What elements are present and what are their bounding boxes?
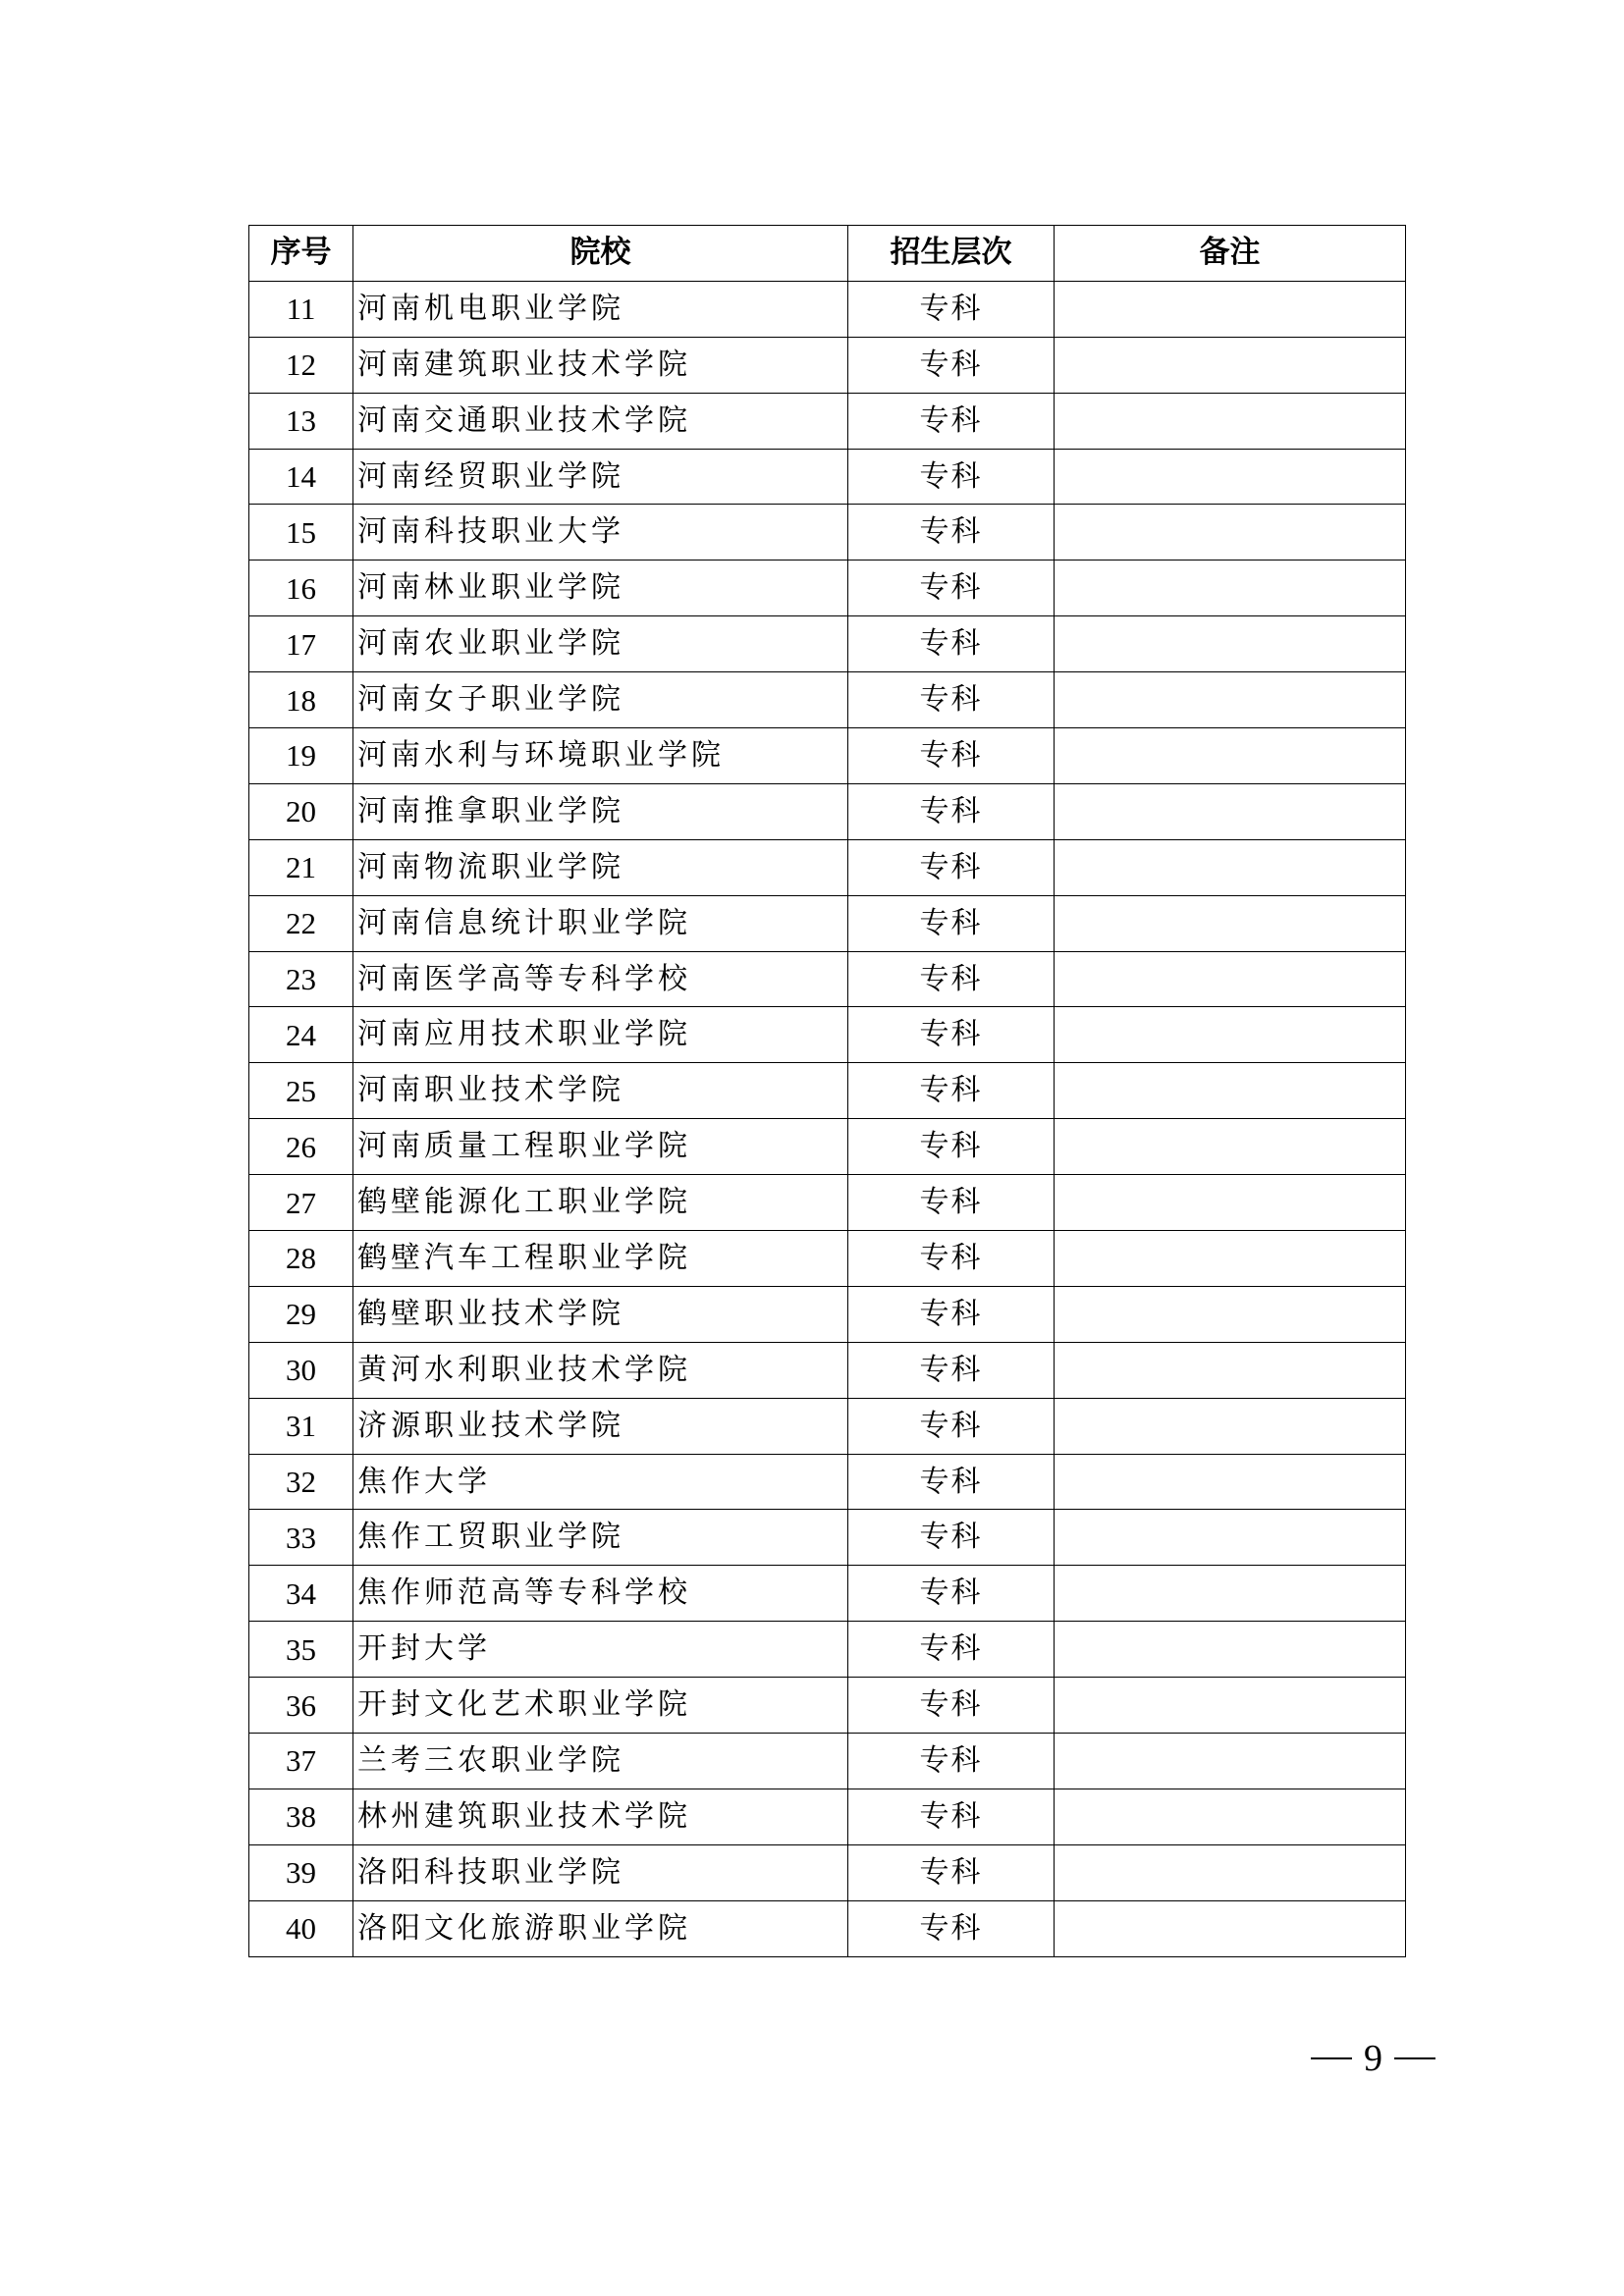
row-number: 23 — [249, 951, 353, 1007]
remarks — [1055, 1900, 1406, 1956]
enrollment-level: 专科 — [848, 1342, 1055, 1398]
row-number: 15 — [249, 505, 353, 561]
school-name: 济源职业技术学院 — [353, 1398, 848, 1454]
school-name: 焦作师范高等专科学校 — [353, 1566, 848, 1622]
table-row — [249, 1900, 1406, 1956]
remarks — [1055, 783, 1406, 839]
school-name: 河南物流职业学院 — [353, 839, 848, 895]
remarks — [1055, 1398, 1406, 1454]
enrollment-level: 专科 — [848, 1566, 1055, 1622]
table-header-row — [249, 226, 1406, 282]
school-name: 河南女子职业学院 — [353, 672, 848, 728]
page-number-dash-right — [1394, 2057, 1435, 2059]
school-name: 洛阳文化旅游职业学院 — [353, 1900, 848, 1956]
row-number: 40 — [249, 1900, 353, 1956]
school-name: 河南推拿职业学院 — [353, 783, 848, 839]
enrollment-level: 专科 — [848, 1231, 1055, 1287]
enrollment-level: 专科 — [848, 1900, 1055, 1956]
table-row — [249, 1286, 1406, 1342]
remarks — [1055, 1063, 1406, 1119]
remarks — [1055, 505, 1406, 561]
remarks — [1055, 672, 1406, 728]
enrollment-level: 专科 — [848, 1789, 1055, 1844]
remarks — [1055, 1119, 1406, 1175]
school-name: 河南职业技术学院 — [353, 1063, 848, 1119]
remarks — [1055, 337, 1406, 393]
table-row — [249, 839, 1406, 895]
table-row — [249, 672, 1406, 728]
row-number: 11 — [249, 281, 353, 337]
enrollment-level: 专科 — [848, 1844, 1055, 1900]
remarks — [1055, 281, 1406, 337]
table-row — [249, 561, 1406, 616]
remarks — [1055, 1622, 1406, 1678]
remarks — [1055, 561, 1406, 616]
school-name: 鹤壁能源化工职业学院 — [353, 1175, 848, 1231]
enrollment-level: 专科 — [848, 728, 1055, 784]
school-name: 河南农业职业学院 — [353, 616, 848, 672]
page-number-value: 9 — [1364, 2038, 1382, 2079]
remarks — [1055, 728, 1406, 784]
enrollment-level: 专科 — [848, 1398, 1055, 1454]
row-number: 37 — [249, 1734, 353, 1789]
table-row — [249, 1398, 1406, 1454]
row-number: 38 — [249, 1789, 353, 1844]
row-number: 25 — [249, 1063, 353, 1119]
school-name: 河南经贸职业学院 — [353, 449, 848, 505]
row-number: 17 — [249, 616, 353, 672]
remarks — [1055, 1007, 1406, 1063]
table-row — [249, 1844, 1406, 1900]
table-row — [249, 616, 1406, 672]
remarks — [1055, 1678, 1406, 1734]
remarks — [1055, 1510, 1406, 1566]
school-name: 河南信息统计职业学院 — [353, 895, 848, 951]
row-number: 14 — [249, 449, 353, 505]
table-row — [249, 1622, 1406, 1678]
row-number: 21 — [249, 839, 353, 895]
remarks — [1055, 393, 1406, 449]
page-number — [1311, 2037, 1435, 2080]
enrollment-level: 专科 — [848, 1063, 1055, 1119]
table-row — [249, 1231, 1406, 1287]
school-name: 兰考三农职业学院 — [353, 1734, 848, 1789]
institution-table — [248, 225, 1406, 1957]
table-row — [249, 1734, 1406, 1789]
table-row — [249, 1510, 1406, 1566]
school-name: 焦作工贸职业学院 — [353, 1510, 848, 1566]
school-name: 焦作大学 — [353, 1454, 848, 1510]
table-row — [249, 895, 1406, 951]
school-name: 开封大学 — [353, 1622, 848, 1678]
table-row — [249, 951, 1406, 1007]
table-row — [249, 1007, 1406, 1063]
school-name: 河南应用技术职业学院 — [353, 1007, 848, 1063]
table-row — [249, 281, 1406, 337]
enrollment-level: 专科 — [848, 561, 1055, 616]
enrollment-level: 专科 — [848, 1678, 1055, 1734]
enrollment-level: 专科 — [848, 1734, 1055, 1789]
remarks — [1055, 1844, 1406, 1900]
table-row — [249, 728, 1406, 784]
row-number: 13 — [249, 393, 353, 449]
remarks — [1055, 1789, 1406, 1844]
school-name: 鹤壁汽车工程职业学院 — [353, 1231, 848, 1287]
row-number: 27 — [249, 1175, 353, 1231]
school-name: 黄河水利职业技术学院 — [353, 1342, 848, 1398]
table-row — [249, 1063, 1406, 1119]
page-number-dash-left — [1311, 2057, 1352, 2059]
row-number: 30 — [249, 1342, 353, 1398]
table-row — [249, 1454, 1406, 1510]
table-row — [249, 393, 1406, 449]
remarks — [1055, 1734, 1406, 1789]
table-row — [249, 1566, 1406, 1622]
school-name: 河南水利与环境职业学院 — [353, 728, 848, 784]
table-row — [249, 1678, 1406, 1734]
remarks — [1055, 1231, 1406, 1287]
enrollment-level: 专科 — [848, 393, 1055, 449]
row-number: 31 — [249, 1398, 353, 1454]
table-row — [249, 1119, 1406, 1175]
header-level: 招生层次 — [848, 226, 1055, 282]
school-name: 河南医学高等专科学校 — [353, 951, 848, 1007]
remarks — [1055, 1454, 1406, 1510]
enrollment-level: 专科 — [848, 449, 1055, 505]
header-school: 院校 — [353, 226, 848, 282]
school-name: 河南交通职业技术学院 — [353, 393, 848, 449]
table-body — [249, 281, 1406, 1956]
row-number: 20 — [249, 783, 353, 839]
table-row — [249, 1789, 1406, 1844]
enrollment-level: 专科 — [848, 839, 1055, 895]
table-row — [249, 337, 1406, 393]
table-row — [249, 783, 1406, 839]
enrollment-level: 专科 — [848, 1175, 1055, 1231]
school-name: 河南建筑职业技术学院 — [353, 337, 848, 393]
row-number: 39 — [249, 1844, 353, 1900]
remarks — [1055, 449, 1406, 505]
school-name: 河南质量工程职业学院 — [353, 1119, 848, 1175]
table-row — [249, 449, 1406, 505]
table-row — [249, 505, 1406, 561]
remarks — [1055, 951, 1406, 1007]
remarks — [1055, 1175, 1406, 1231]
row-number: 28 — [249, 1231, 353, 1287]
enrollment-level: 专科 — [848, 337, 1055, 393]
row-number: 34 — [249, 1566, 353, 1622]
row-number: 33 — [249, 1510, 353, 1566]
enrollment-level: 专科 — [848, 1286, 1055, 1342]
school-name: 河南林业职业学院 — [353, 561, 848, 616]
enrollment-level: 专科 — [848, 783, 1055, 839]
enrollment-level: 专科 — [848, 1510, 1055, 1566]
row-number: 32 — [249, 1454, 353, 1510]
table-row — [249, 1342, 1406, 1398]
school-name: 鹤壁职业技术学院 — [353, 1286, 848, 1342]
remarks — [1055, 1566, 1406, 1622]
enrollment-level: 专科 — [848, 505, 1055, 561]
header-no: 序号 — [249, 226, 353, 282]
enrollment-level: 专科 — [848, 1119, 1055, 1175]
row-number: 24 — [249, 1007, 353, 1063]
school-name: 河南科技职业大学 — [353, 505, 848, 561]
row-number: 19 — [249, 728, 353, 784]
enrollment-level: 专科 — [848, 1007, 1055, 1063]
enrollment-level: 专科 — [848, 1454, 1055, 1510]
school-name: 洛阳科技职业学院 — [353, 1844, 848, 1900]
enrollment-level: 专科 — [848, 951, 1055, 1007]
row-number: 36 — [249, 1678, 353, 1734]
school-name: 河南机电职业学院 — [353, 281, 848, 337]
row-number: 18 — [249, 672, 353, 728]
enrollment-level: 专科 — [848, 616, 1055, 672]
school-name: 开封文化艺术职业学院 — [353, 1678, 848, 1734]
row-number: 26 — [249, 1119, 353, 1175]
enrollment-level: 专科 — [848, 281, 1055, 337]
table-row — [249, 1175, 1406, 1231]
row-number: 29 — [249, 1286, 353, 1342]
row-number: 12 — [249, 337, 353, 393]
remarks — [1055, 895, 1406, 951]
remarks — [1055, 839, 1406, 895]
enrollment-level: 专科 — [848, 895, 1055, 951]
remarks — [1055, 616, 1406, 672]
row-number: 35 — [249, 1622, 353, 1678]
enrollment-level: 专科 — [848, 1622, 1055, 1678]
remarks — [1055, 1286, 1406, 1342]
school-name: 林州建筑职业技术学院 — [353, 1789, 848, 1844]
remarks — [1055, 1342, 1406, 1398]
header-note: 备注 — [1055, 226, 1406, 282]
enrollment-level: 专科 — [848, 672, 1055, 728]
row-number: 16 — [249, 561, 353, 616]
row-number: 22 — [249, 895, 353, 951]
